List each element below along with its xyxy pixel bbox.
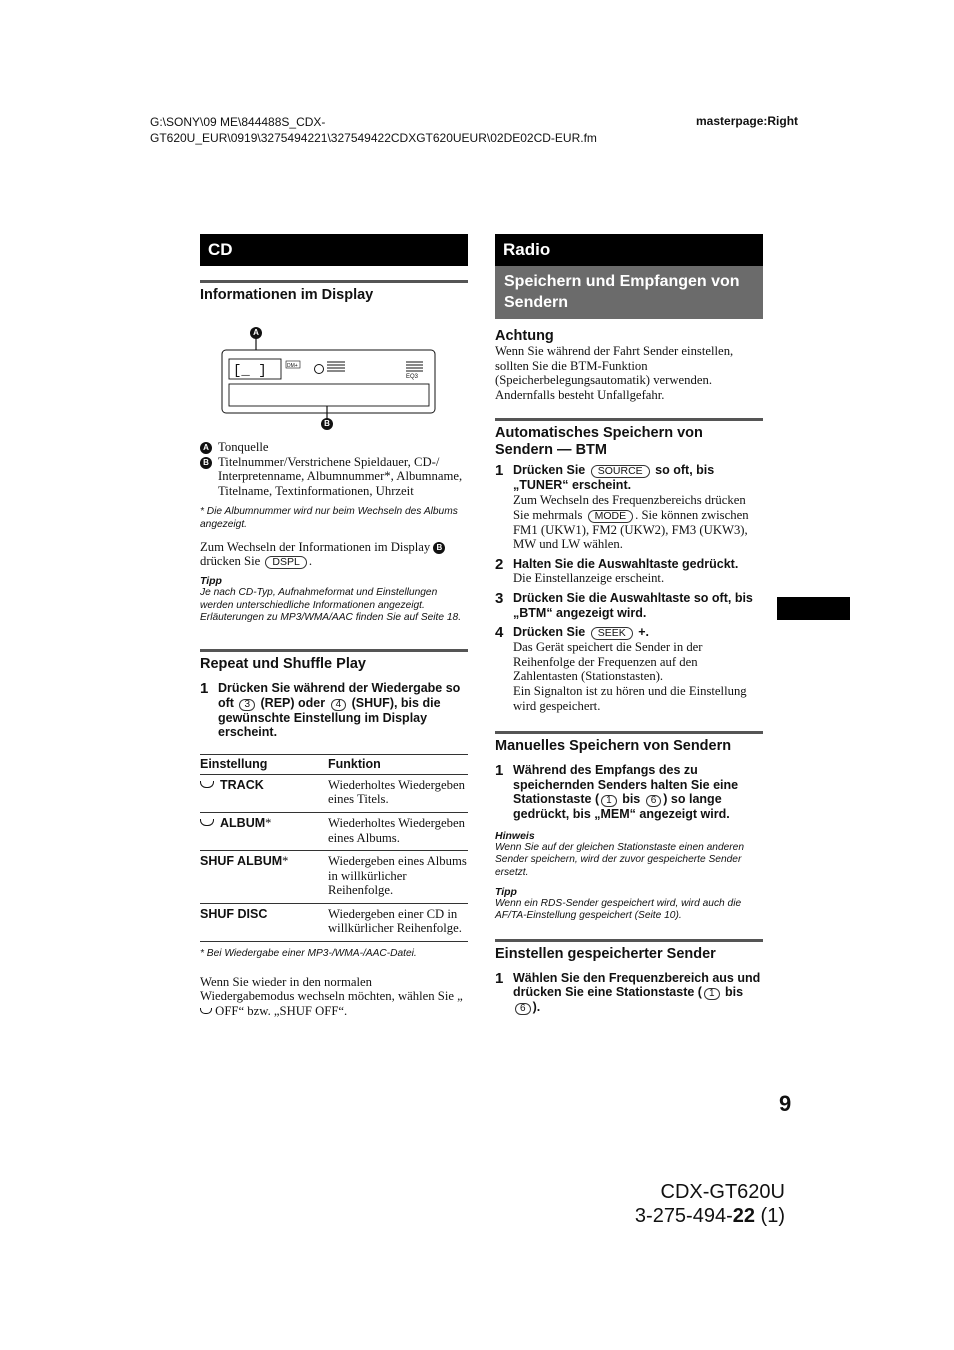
tip-text-radio: Wenn ein RDS-Sender gespeichert wird, wird auch die AF/TA-Einstellung gespeichert (Seite 10). — [495, 897, 742, 922]
dm-label: DM+ — [287, 363, 298, 369]
caution-text: Wenn Sie während der Fahrt Sender einstellen, sollten Sie die BTM-Funktion (Speicherbelegungsautomatik) verwenden. Andernfalls besteht Unfallgefahr. — [495, 344, 734, 402]
setting-shuf-album: SHUF ALBUM — [200, 854, 283, 869]
btm-step-4 — [495, 625, 763, 713]
repeat-step-1 — [200, 681, 468, 740]
btm-step-3-number: 3 — [495, 589, 504, 607]
key-1: 1 — [704, 988, 720, 1000]
model-code — [600, 1204, 785, 1228]
manual-store-heading: Manuelles Speichern von Sendern — [495, 731, 763, 755]
legend-key-a: A — [200, 442, 212, 454]
table-row — [200, 812, 468, 850]
btm-step-3 — [495, 591, 763, 620]
caution-heading: Achtung — [495, 328, 554, 344]
normal-mode-text — [200, 975, 468, 1019]
repeat-shuffle-heading: Repeat und Shuffle Play — [200, 649, 468, 673]
key-4: 4 — [331, 699, 347, 711]
btm-step-1-pre: Drücken Sie — [513, 463, 586, 478]
tune-step-1-text — [513, 971, 763, 1016]
table-row — [200, 851, 468, 904]
manual-step-1-text — [513, 763, 763, 822]
btm-step-1-body-pre: Zum Wechseln des Frequenzbereichs drücken Sie mehrmals — [513, 492, 746, 522]
key-1: 1 — [601, 795, 617, 807]
repeat-step-1-post: (SHUF), bis die gewünschte Einstellung im Display erscheint. — [218, 695, 441, 740]
switch-text-pre: Zum Wechseln der Informationen im Display — [200, 539, 431, 554]
legend-text-b: Titelnummer/Verstrichene Spieldauer, CD-/ Interpretenname, Albumnummer*, Albumname, Titelname, Textinformationen, Uhrzeit — [218, 454, 463, 498]
function-album: Wiederholtes Wiedergeben eines Albums. — [328, 812, 468, 850]
btm-step-2-number: 2 — [495, 555, 504, 573]
header-masterpage: masterpage:Right — [696, 114, 799, 128]
source-key: SOURCE — [591, 465, 650, 478]
store-receive-bar: Speichern und Empfangen von Sendern — [495, 266, 763, 319]
manual-step-1-mid: bis — [622, 792, 641, 807]
callout-b: B — [321, 418, 333, 430]
seek-key: SEEK — [591, 627, 633, 640]
btm-step-4-title — [513, 625, 763, 640]
repeat-step-1-mid: (REP) oder — [260, 695, 326, 710]
model-code-post: (1) — [755, 1205, 785, 1227]
switch-info-text — [200, 540, 468, 570]
btm-heading: Automatisches Speichern von Sendern — BTM — [495, 418, 763, 459]
callout-a: A — [250, 327, 262, 339]
radio-section-bar: Radio — [495, 234, 763, 266]
function-shuf-disc: Wiedergeben einer CD in willkürlicher Reihenfolge. — [328, 903, 468, 941]
btm-step-4-pre: Drücken Sie — [513, 625, 586, 640]
repeat-step-1-text — [218, 681, 468, 740]
header-path-line1: G:\SONY\09 ME\844488S_CDX- — [150, 115, 326, 129]
manual-step-1-number: 1 — [495, 762, 504, 780]
cd-section-bar: CD — [200, 234, 468, 266]
model-name: CDX-GT620U — [660, 1181, 785, 1203]
btm-step-1-body — [513, 493, 763, 552]
repeat-step-1-pre: Drücken Sie während der Wiedergabe so oft — [218, 680, 461, 710]
table-header-setting: Einstellung — [200, 754, 328, 774]
btm-step-3-title: Drücken Sie die Auswahltaste so oft, bis „BTM“ angezeigt wird. — [513, 590, 753, 620]
normal-mode-pre: Wenn Sie wieder in den normalen Wiedergabemodus wechseln möchten, wählen Sie „ — [200, 974, 463, 1004]
key-6: 6 — [646, 795, 662, 807]
tune-step-1-number: 1 — [495, 969, 504, 987]
switch-text-mid: drücken Sie — [200, 554, 261, 569]
key-6: 6 — [515, 1003, 531, 1015]
right-column — [495, 234, 763, 1015]
dspl-key: DSPL — [265, 556, 306, 569]
display-legend — [200, 440, 468, 498]
tune-step-1-pre: Wählen Sie den Frequenzbereich aus und drücken Sie eine Stationstaste ( — [513, 970, 761, 1000]
header-file-path — [150, 114, 670, 146]
btm-step-2-title: Halten Sie die Auswahltaste gedrückt. — [513, 556, 739, 571]
repeat-icon — [200, 781, 214, 788]
album-footnote: * Die Albumnummer wird nur beim Wechseln des Albums angezeigt. — [200, 506, 458, 530]
btm-step-1-body-post: . Sie können zwischen FM1 (UKW1), FM2 (UKW2), FM3 (UKW3), MW und LW wählen. — [513, 507, 749, 552]
btm-step-4-post: +. — [638, 625, 650, 640]
btm-step-1-post: so oft, bis „TUNER“ erscheint. — [513, 463, 715, 493]
eq-label: EQ3 — [406, 374, 419, 380]
hint-heading: Hinweis — [495, 829, 535, 842]
repeat-icon — [200, 1008, 212, 1014]
normal-mode-post: OFF“ bzw. „SHUF OFF“. — [212, 1003, 348, 1018]
switch-callout-b: B — [433, 542, 445, 554]
svg-text:[_ ]: [_ ] — [233, 363, 267, 379]
page-number: 9 — [779, 1091, 792, 1116]
tune-stored-heading: Einstellen gespeicherter Sender — [495, 939, 763, 963]
settings-table — [200, 754, 468, 942]
mode-key: MODE — [588, 510, 634, 523]
tune-step-1 — [495, 971, 763, 1016]
table-header-function: Funktion — [328, 754, 468, 774]
btm-step-4-body1: Das Gerät speichert die Sender in der Reihenfolge der Frequenzen auf den Zahlentasten (Stationstasten). — [513, 640, 703, 684]
btm-step-1-title — [513, 463, 763, 493]
btm-step-4-body2: Ein Signalton ist zu hören und die Einstellung wird gespeichert. — [513, 683, 747, 713]
setting-album: ALBUM — [220, 815, 266, 830]
btm-step-2-body: Die Einstellanzeige erscheint. — [513, 571, 665, 586]
legend-key-b: B — [200, 457, 212, 469]
hint-text: Wenn Sie auf der gleichen Stationstaste einen anderen Sender speichern, wird der zuvor gespeicherte Sender ersetzt. — [495, 841, 745, 879]
legend-item-b — [200, 455, 468, 499]
chapter-tab-marker — [777, 597, 850, 620]
tip-text-cd: Je nach CD-Typ, Aufnahmeformat und Einstellungen werden unterschiedliche Informationen angezeigt. Erläuterungen zu MP3/WMA/AAC finden Sie auf Seite 18. — [200, 587, 462, 624]
left-column — [200, 234, 468, 1018]
manual-step-1-post: ) so lange gedrückt, bis „MEM“ angezeigt wird. — [513, 792, 730, 822]
manual-step-1-pre: Während des Empfangs des zu speichernden Senders halten Sie eine Stationstaste ( — [513, 763, 739, 807]
function-track: Wiederholtes Wiedergeben eines Titels. — [328, 774, 468, 812]
table-row — [200, 774, 468, 812]
btm-step-4-number: 4 — [495, 624, 504, 642]
header-path-line2: GT620U_EUR\0919\3275494221\327549422CDXGT620UEUR\02DE02CD-EUR.fm — [150, 131, 597, 145]
tune-step-1-mid: bis — [725, 985, 744, 1000]
model-code-pre: 3-275-494- — [634, 1205, 733, 1227]
switch-text-post: . — [308, 554, 313, 569]
repeat-icon — [200, 819, 214, 826]
legend-item-a — [200, 440, 468, 455]
btm-step-1 — [495, 463, 763, 551]
repeat-step-1-number: 1 — [200, 679, 209, 697]
table-row — [200, 903, 468, 941]
setting-album-star: * — [265, 815, 272, 830]
display-diagram-svg — [200, 310, 468, 430]
model-code-bold: 22 — [732, 1205, 755, 1227]
mp3-footnote: * Bei Wiedergabe einer MP3-/WMA-/AAC-Datei. — [200, 948, 417, 960]
function-shuf-album: Wiedergeben eines Albums in willkürlicher Reihenfolge. — [328, 851, 468, 904]
legend-text-a: Tonquelle — [218, 440, 269, 454]
key-3: 3 — [239, 699, 255, 711]
display-diagram — [200, 310, 468, 430]
manual-step-1 — [495, 763, 763, 822]
btm-step-1-number: 1 — [495, 462, 504, 480]
setting-shuf-disc: SHUF DISC — [200, 906, 268, 921]
btm-step-2 — [495, 557, 763, 586]
model-info — [600, 1180, 785, 1228]
tip-heading-radio: Tipp — [495, 885, 517, 898]
tune-step-1-post: ). — [532, 1000, 541, 1015]
tip-heading-cd: Tipp — [200, 575, 222, 588]
setting-track: TRACK — [220, 777, 264, 792]
display-info-heading: Informationen im Display — [200, 280, 468, 304]
setting-shuf-album-star: * — [282, 854, 289, 869]
